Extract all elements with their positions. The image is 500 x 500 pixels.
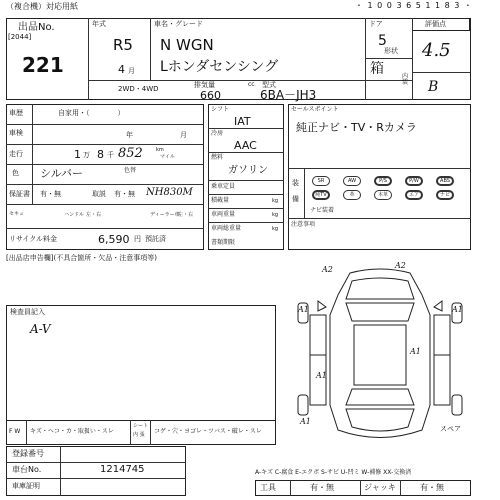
seat-text: コゲ・穴・ヨゴレ・ツバス・破レ・スレ [154,428,262,435]
weight-unit: kg [272,212,279,218]
option-9: ナビ [436,190,454,200]
grade-name: Lホンダセンシング [160,59,279,75]
reg-deadline-label: 書類期限 [211,239,236,246]
option-5: 純TV [312,190,330,200]
inspection-month: 月 [180,131,187,139]
doors-value: 5 [378,33,387,49]
damage-mark-front-right: A2 [395,261,406,270]
tool-label: 工具 [260,483,276,492]
seat-label-2: 内 張 [133,432,145,438]
load-unit: kg [272,198,279,204]
jack-value: 有・無 [420,483,444,492]
equip-side-label-2: 備 [292,195,299,203]
option-2: P/S [374,176,392,186]
garage-label: 車庫証明 [12,482,40,490]
use-value: 自家用・（ ） [58,109,125,117]
option-3: P/W [405,176,423,186]
inspector-notes-label: 検査員記入 [10,308,45,316]
doors-label: ドア [369,20,383,28]
type-label: 型式 [262,81,276,89]
weight-label: 車両重量 [211,211,236,218]
serial-number: ・ 1 0 0 3 6 5 1 1 8 3 ・ [355,1,473,10]
type-value: 6BA－JH3 [260,88,317,102]
mileage-label: 走行 [9,150,23,158]
sales-point-label: セールスポイント [291,106,339,113]
interior-label: 内装 [402,73,409,86]
color-swap: 色替 [124,167,137,174]
option-4: ABS [436,176,454,186]
inspection-year: 年 [126,131,133,139]
recycle-value: 6,590 [98,233,130,246]
damage-mark-rear: A1 [300,417,311,426]
era-label: 年式 [92,20,106,28]
mileage-sen-unit: 千 [107,151,114,159]
month-value: 4 [118,63,125,76]
warranty-label: 保証書 [9,190,30,198]
lot-label: 出品No. [18,22,55,33]
mileage-alt-unit: マイル [160,154,175,160]
drive-value: 2WD・4WD [118,85,159,93]
option-8: エア [405,190,423,200]
fw-label: F W [9,428,21,435]
mileage-rest: 852 [118,146,143,161]
chassis-label: 車台No. [12,465,42,474]
ac-value: AAC [234,139,257,152]
displacement-label: 排気量 [194,81,215,89]
score-value: 4.5 [422,40,451,61]
mileage-man: 1 [74,148,81,161]
fw-text: キズ・ヘコ・カ・取扱い・スレ [30,428,114,435]
cc-unit: cc [248,81,255,88]
top-note: （複合機）対応用紙 [6,2,78,11]
mileage-man-unit: 万 [83,151,90,159]
tool-value: 有・無 [310,483,334,492]
inspector-notes: A-V [30,322,51,336]
equip-side-label-1: 装 [292,179,299,187]
inspection-label: 車検 [9,129,23,137]
total-label: 車両総重量 [211,225,242,232]
dealer-value: 左・右 [178,212,194,218]
option-0: SR [312,176,330,186]
model-name: N WGN [160,36,214,54]
navi-label: ナビ装着 [310,207,335,214]
era-value: R5 [113,36,133,54]
interior-value: B [428,79,439,95]
damage-mark-right-mid: A1 [410,347,421,356]
damage-mark-left: A1 [298,305,309,314]
shift-value: IAT [234,115,251,128]
load-label: 積載量 [211,197,230,204]
damage-legend: A-キズ C-腐食 E-エクボ S-サビ U-凹ミ W-補修 XX-交換済 [255,469,412,476]
use-label: 車歴 [9,109,23,117]
month-unit: 月 [128,67,135,75]
fuel-label: 燃料 [211,154,224,161]
displacement-value: 660 [200,89,221,102]
damage-mark-right: A1 [452,305,463,314]
option-7: 本革 [374,190,392,200]
name-label: 車名・グレード [154,20,203,28]
shape-label: 形状 [384,47,398,55]
damage-mark-front: A2 [322,265,333,274]
lot-number: 221 [22,53,64,77]
manual-value: 有・無 [114,190,135,198]
lot-sub: [2044] [8,33,32,41]
recycle-status: 預託済 [145,235,166,243]
option-1: AW [343,176,361,186]
mileage-unit: km [156,147,164,153]
fuel-value: ガソリン [228,165,268,176]
spare-label: スペア [440,425,461,433]
manual-label: 取説 [92,190,106,198]
color-code: NH830M [146,187,193,198]
seat-label: セキュ [9,211,25,217]
shape-value: 箱 [370,61,384,77]
handle-value: 左・右 [86,212,102,218]
option-6: 革 [343,190,361,200]
jack-label: ジャッキ [364,483,396,492]
declaration-label: [出品店申告欄](不具合箇所・欠品・注意事項等) [6,254,157,262]
sales-point-value: 純正ナビ・TV・Rカメラ [296,121,417,134]
warranty-value: 有・無 [40,190,61,198]
mileage-sen: 8 [97,148,104,161]
shift-label: シフト [211,106,230,113]
remarks-label: 注意事項 [291,221,316,228]
capacity-label: 乗車定員 [211,183,236,190]
recycle-label: リサイクル料金 [9,235,58,243]
color-value: シルバー [40,167,83,180]
seat-label-1: シート [133,423,149,429]
damage-mark-left-rear: A1 [316,371,327,380]
recycle-unit: 円 [134,235,141,243]
dealer-label: ディーラー車 [150,212,180,218]
chassis-value: 1214745 [100,464,145,475]
color-label: 色 [12,169,19,177]
score-label: 評価点 [425,20,446,28]
total-unit: kg [272,226,279,232]
handle-label: ハンドル [64,212,85,218]
ac-label: 冷房 [211,130,224,137]
reg-number-label: 登録番号 [12,449,44,458]
